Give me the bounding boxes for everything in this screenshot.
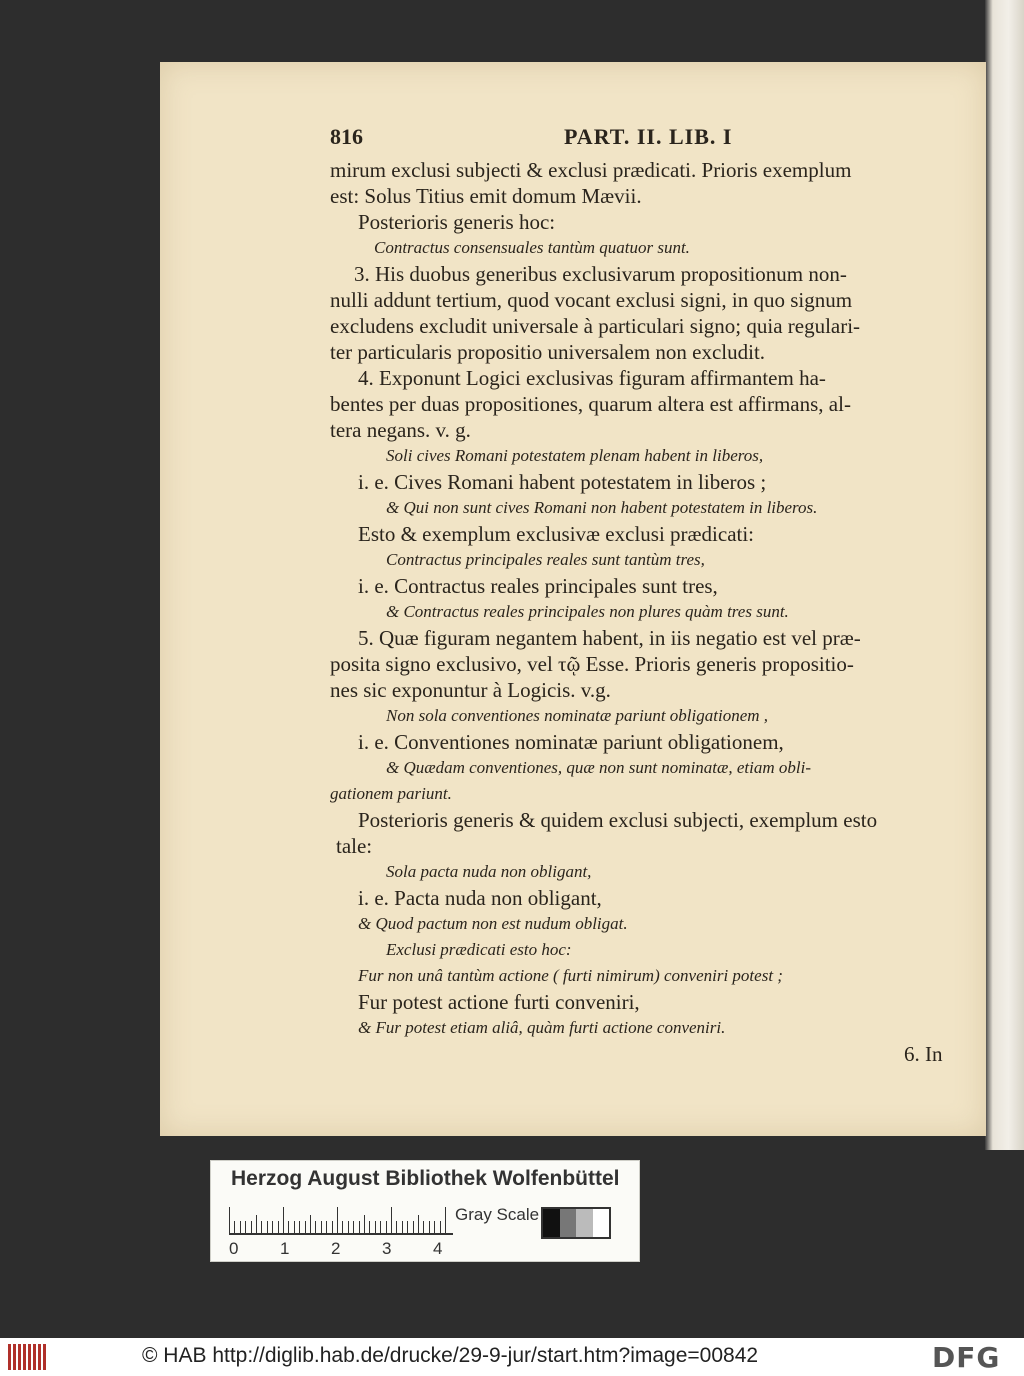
ruler-tick (256, 1215, 257, 1233)
text-line: Exclusi prædicati esto hoc: (386, 940, 572, 959)
gray-swatch (576, 1209, 593, 1237)
barcode-icon (8, 1344, 46, 1370)
ruler-tick (396, 1221, 397, 1233)
barcode-stripe (23, 1344, 26, 1370)
text-line: Contractus principales reales sunt tantùm tres, (386, 550, 705, 569)
ruler-tick (369, 1221, 370, 1233)
ruler (229, 1207, 453, 1235)
ruler-tick (434, 1221, 435, 1233)
ruler-tick (407, 1221, 408, 1233)
page-number: 816 (330, 124, 363, 149)
card-title: Herzog August Bibliothek Wolfenbüttel (231, 1167, 620, 1190)
text-line: i. e. Conventiones nominatæ pariunt obligationem, (358, 730, 784, 754)
text-line: & Qui non sunt cives Romani non habent potestatem in liberos. (386, 498, 818, 517)
text-line: mirum exclusi subjecti & exclusi prædicati. Prioris exemplum (330, 158, 852, 182)
text-line: & Quod pactum non est nudum obligat. (358, 914, 628, 933)
barcode-stripe (8, 1344, 11, 1370)
text-line: Posterioris generis hoc: (358, 210, 556, 234)
ruler-tick (440, 1221, 441, 1233)
ruler-tick (391, 1207, 392, 1233)
ruler-tick (413, 1221, 414, 1233)
ruler-tick (342, 1221, 343, 1233)
text-line: excludens excludit universale à particulari signo; quia regulari- (330, 314, 861, 338)
ruler-tick (278, 1221, 279, 1233)
ruler-tick (267, 1221, 268, 1233)
text-line: & Fur potest etiam aliâ, quàm furti actione conveniri. (358, 1018, 726, 1037)
ruler-number: 0 (229, 1239, 239, 1258)
barcode-stripe (28, 1344, 31, 1370)
ruler-tick (251, 1221, 252, 1233)
text-line: & Contractus reales principales non plures quàm tres sunt. (386, 602, 789, 621)
text-line: gationem pariunt. (330, 784, 452, 803)
gray-swatch (593, 1209, 610, 1237)
text-line: ter particularis propositio universalem non excludit. (330, 340, 766, 364)
barcode-stripe (43, 1344, 46, 1370)
ruler-tick (299, 1221, 300, 1233)
text-line: Contractus consensuales tantùm quatuor sunt. (374, 238, 690, 257)
ruler-tick (380, 1221, 381, 1233)
dfg-logo: DFG (932, 1341, 1001, 1374)
gray-swatch (560, 1209, 577, 1237)
gray-scale-label: Gray Scale (455, 1205, 540, 1224)
text-line: Posterioris generis & quidem exclusi subjecti, exemplum esto (358, 808, 878, 832)
ruler-tick (315, 1221, 316, 1233)
ruler-tick (310, 1215, 311, 1233)
text-line: est: Solus Titius emit domum Mævii. (330, 184, 642, 208)
ruler-tick (353, 1221, 354, 1233)
text-line: tera negans. v. g. (330, 418, 471, 442)
text-line: 6. In (904, 1042, 943, 1066)
ruler-number: 3 (382, 1239, 392, 1258)
text-line: Esto & exemplum exclusivæ exclusi prædicati: (358, 522, 755, 546)
text-line: nulli addunt tertium, quod vocant exclusi signi, in quo signum (330, 288, 853, 312)
text-line: 5. Quæ figuram negantem habent, in iis negatio est vel præ- (358, 626, 861, 650)
ruler-tick (337, 1207, 338, 1233)
text-line: Sola pacta nuda non obligant, (386, 862, 592, 881)
ruler-tick (283, 1207, 284, 1233)
ruler-number: 2 (331, 1239, 341, 1258)
ruler-tick (445, 1207, 446, 1233)
text-line: & Quædam conventiones, quæ non sunt nominatæ, etiam obli- (386, 758, 811, 777)
ruler-tick (375, 1221, 376, 1233)
text-line: bentes per duas propositiones, quarum altera est affirmans, al- (330, 392, 851, 416)
text-line: posita signo exclusivo, vel τῷ Esse. Prioris generis propositio- (330, 652, 854, 676)
ruler-tick (332, 1221, 333, 1233)
ruler-tick (305, 1221, 306, 1233)
ruler-tick (234, 1221, 235, 1233)
ruler-tick (272, 1221, 273, 1233)
footer-bar (0, 1338, 1024, 1376)
text-line: i. e. Contractus reales principales sunt tres, (358, 574, 718, 598)
ruler-tick (359, 1221, 360, 1233)
book-edge (985, 0, 1024, 1150)
library-color-card (210, 1160, 640, 1262)
ruler-tick (245, 1221, 246, 1233)
ruler-tick (294, 1221, 295, 1233)
text-line: Fur non unâ tantùm actione ( furti nimirum) conveniri potest ; (358, 966, 783, 985)
ruler-number: 4 (433, 1239, 443, 1258)
ruler-tick (423, 1221, 424, 1233)
barcode-stripe (13, 1344, 16, 1370)
barcode-stripe (18, 1344, 21, 1370)
text-line: nes sic exponuntur à Logicis. v.g. (330, 678, 611, 702)
gray-swatch (543, 1209, 560, 1237)
gray-scale-bar (541, 1207, 611, 1239)
running-head: PART. II. LIB. I (564, 124, 733, 149)
text-line: 4. Exponunt Logici exclusivas figuram affirmantem ha- (358, 366, 826, 390)
ruler-tick (429, 1221, 430, 1233)
text-line: Soli cives Romani potestatem plenam habent in liberos, (386, 446, 764, 465)
ruler-tick (326, 1221, 327, 1233)
ruler-tick (402, 1221, 403, 1233)
barcode-stripe (38, 1344, 41, 1370)
ruler-number: 1 (280, 1239, 290, 1258)
text-line: i. e. Pacta nuda non obligant, (358, 886, 602, 910)
text-line: tale: (336, 834, 373, 858)
footer-copyright: © HAB http://diglib.hab.de/drucke/29-9-jur/start.htm?image=00842 (142, 1344, 759, 1367)
ruler-tick (386, 1221, 387, 1233)
ruler-tick (288, 1221, 289, 1233)
ruler-tick (261, 1221, 262, 1233)
ruler-tick (418, 1215, 419, 1233)
text-line: 3. His duobus generibus exclusivarum propositionum non- (354, 262, 847, 286)
ruler-tick (364, 1215, 365, 1233)
ruler-tick (229, 1207, 230, 1233)
ruler-tick (348, 1221, 349, 1233)
text-line: Fur potest actione furti conveniri, (358, 990, 640, 1014)
ruler-tick (240, 1221, 241, 1233)
ruler-tick (321, 1221, 322, 1233)
text-line: Non sola conventiones nominatæ pariunt obligationem , (386, 706, 769, 725)
text-line: i. e. Cives Romani habent potestatem in liberos ; (358, 470, 767, 494)
barcode-stripe (33, 1344, 36, 1370)
